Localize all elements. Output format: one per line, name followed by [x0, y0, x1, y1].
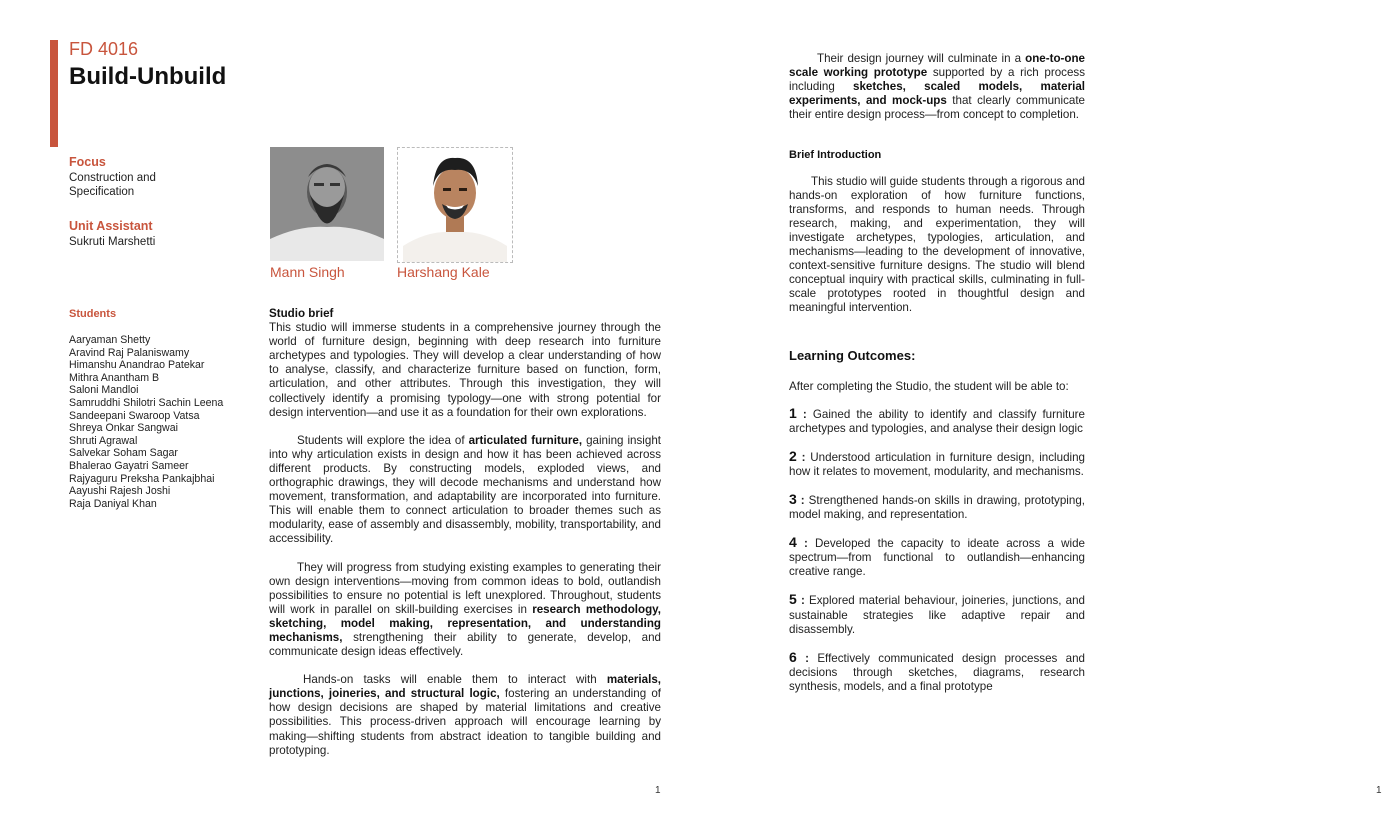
- learning-outcome: 3 : Strengthened hands-on skills in drawing, prototyping, model making, and representation.: [789, 490, 1085, 522]
- list-item: Saloni Mandloi: [69, 384, 139, 397]
- focus-line: Specification: [69, 186, 135, 198]
- students-list: [69, 334, 259, 510]
- list-item: Shreya Onkar Sangwai: [69, 422, 178, 435]
- list-item: Raja Daniyal Khan: [69, 497, 157, 510]
- brief-introduction-heading: Brief Introduction: [789, 149, 882, 162]
- brief-paragraph: Hands-on tasks will enable them to interact with materials, junctions, joineries, and structural logic, fostering an understanding of how design decisions are shaped by material limitations and creative possibilities. This process-driven approach will encourage learning by making—shifting students from abstract ideation to tangible building and prototyping.: [269, 673, 661, 757]
- course-title: Build-Unbuild: [69, 63, 227, 90]
- accent-bar: [50, 40, 58, 147]
- list-item: Sandeepani Swaroop Vatsa: [69, 409, 200, 422]
- students-label: Students: [69, 308, 117, 320]
- right-column: [789, 52, 1085, 694]
- unit-assistant-name: Sukruti Marshetti: [69, 236, 156, 248]
- page-number: 1: [1376, 785, 1382, 796]
- unit-assistant-label: Unit Assistant: [69, 219, 153, 233]
- journey-paragraph: Their design journey will culminate in a one-to-one scale working prototype supported by a rich process including sketches, scaled models, material experiments, and mock-ups that clearly communicate their entire design process—from concept to completion.: [789, 52, 1085, 122]
- brief-paragraph: They will progress from studying existing examples to generating their own design interventions—moving from common ideas to bold, outlandish possibilities to ensure no potential is left unexplored. Throughout, students will work in parallel on skill-building exercises in research methodology, sketching, model making, representation, and understanding mechanisms, strengthening their ability to generate, develop, and communicate design ideas effectively.: [269, 560, 661, 659]
- list-item: Himanshu Anandrao Patekar: [69, 359, 205, 372]
- list-item: Salvekar Soham Sagar: [69, 447, 178, 460]
- list-item: Mithra Anantham B: [69, 371, 160, 384]
- brief-paragraph: Students will explore the idea of articulated furniture, gaining insight into why articulation exists in design and how it has been achieved across different products. By constructing models, exploded views, and orthographic drawings, they will decode mechanisms and understand how movement, transformation, and adaptability are incorporated into furniture. This will enable them to connect articulation to broader themes such as modularity, ease of assembly and disassembly, mobility, transportability, and accessibility.: [269, 433, 661, 546]
- learning-outcome: 2 : Understood articulation in furniture design, including how it relates to movement, modularity, and mechanisms.: [789, 447, 1085, 478]
- focus-line: Construction and: [69, 172, 156, 184]
- learning-outcome: 5 : Explored material behaviour, joineries, junctions, and sustainable strategies like adaptive repair and disassembly.: [789, 591, 1085, 636]
- studio-brief-heading: Studio brief: [269, 307, 334, 320]
- brief-paragraph: This studio will immerse students in a comprehensive journey through the world of furniture design, beginning with deep research into furniture archetypes and typologies. They will develop a clear understanding of how to analyse, classify, and characterize furniture based on function, form, articulation, and other attributes. Through this investigation, they will collectively identify a promising typology—one with strong potential for design intervention—and use it as a foundation for their own explorations.: [269, 321, 661, 419]
- course-code: FD 4016: [69, 39, 139, 59]
- page-number: 1: [655, 785, 661, 796]
- learning-outcomes-heading: Learning Outcomes:: [789, 347, 916, 363]
- learning-outcome: 6 : Effectively communicated design processes and decisions through sketches, diagrams, research synthesis, models, and a final prototype: [789, 648, 1085, 693]
- faculty-name: Harshang Kale: [397, 264, 490, 280]
- learning-outcome: 4 : Developed the capacity to ideate across a wide spectrum—from functional to outlandish—enhancing creative range.: [789, 534, 1085, 579]
- brief-introduction-text: This studio will guide students through a rigorous and hands-on exploration of how furniture functions, transforms, and responds to human needs. Through research, making, and experimentation, they will investigate archetypes, typologies, articulation, and mechanisms—leading to the development of innovative, context-sensitive furniture designs. The studio will blend conceptual inquiry with practical skills, culminating in full-scale prototypes rooted in thoughtful design and meaningful intervention.: [789, 174, 1085, 315]
- learning-outcome: 1 : Gained the ability to identify and classify furniture archetypes and typologies, and analyse their design logic: [789, 404, 1085, 435]
- studio-brief: [269, 307, 661, 758]
- portrait-photo-mann-singh: [270, 147, 384, 261]
- focus-label: Focus: [69, 155, 106, 169]
- faculty-name: Mann Singh: [270, 264, 345, 280]
- list-item: Rajyaguru Preksha Pankajbhai: [69, 472, 215, 485]
- list-item: Bhalerao Gayatri Sameer: [69, 459, 189, 472]
- list-item: Aravind Raj Palaniswamy: [69, 346, 190, 359]
- focus-value: [69, 171, 156, 199]
- list-item: Samruddhi Shilotri Sachin Leena: [69, 396, 224, 409]
- list-item: Shruti Agrawal: [69, 434, 138, 447]
- portrait-photo-harshang-kale: [397, 147, 513, 263]
- learning-outcomes-lead: After completing the Studio, the student will be able to:: [789, 379, 1069, 393]
- list-item: Aayushi Rajesh Joshi: [69, 485, 171, 498]
- list-item: Aaryaman Shetty: [69, 334, 151, 346]
